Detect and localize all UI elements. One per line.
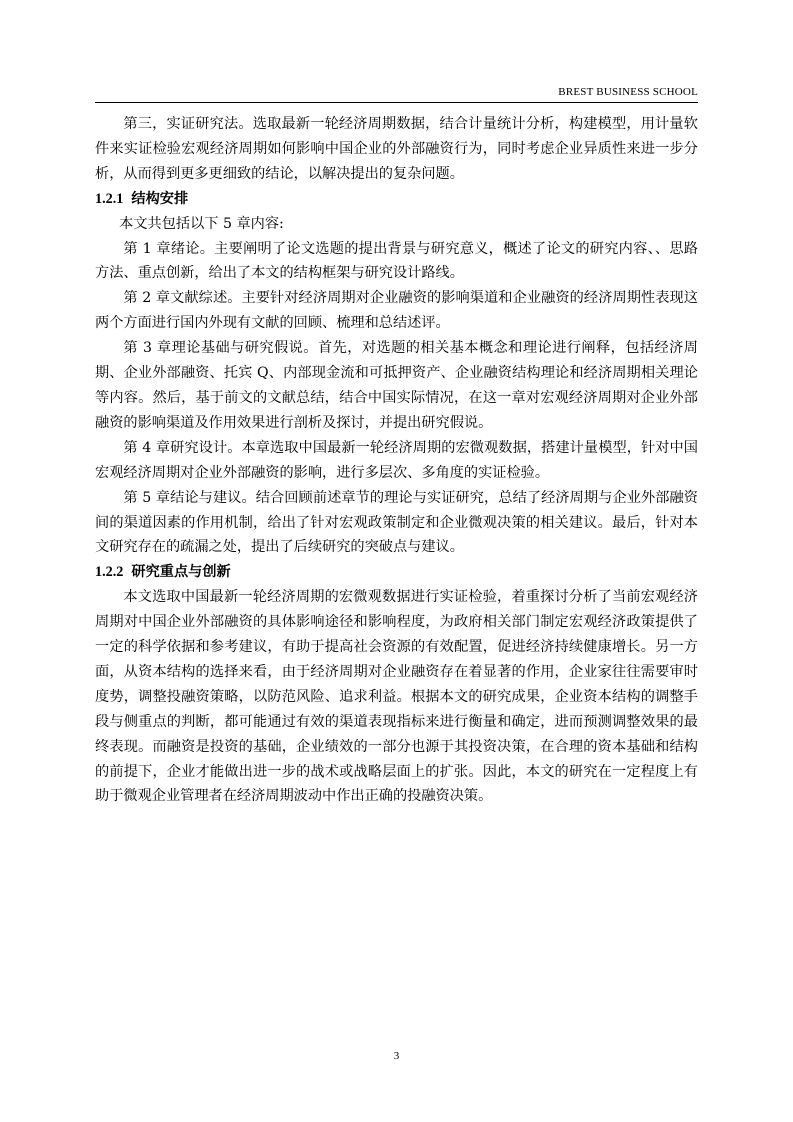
paragraph-research-method: 第三，实证研究法。选取最新一轮经济周期数据，结合计量统计分析，构建模型，用计量软件来实证检验宏观经济周期如何影响中国企业的外部融资行为，同时考虑企业异质性来进一步分析，从而得到更多更细致的结论，以解决提出的复杂问题。 [95,116,698,182]
paragraph-chapter-5: 第 5 章结论与建议。结合回顾前述章节的理论与实证研究，总结了经济周期与企业外部融资间的渠道因素的作用机制，给出了针对宏观政策制定和企业微观决策的相关建议。最后，针对本文研究存在的疏漏之处，提出了后续研究的突破点与建议。 [95,489,698,556]
header-rule [95,102,698,103]
page-number: 3 [393,1050,400,1062]
section-title: 结构安排 [131,190,189,207]
section-title: 研究重点与创新 [131,564,231,581]
paragraph-chapter-4: 第 4 章研究设计。本章选取中国最新一轮经济周期的宏微观数据，搭建计量模型，针对中国宏观经济周期对企业外部融资的影响，进行多层次、多角度的实证检验。 [95,439,698,481]
paragraph-chapter-2: 第 2 章文献综述。主要针对经济周期对企业融资的影响渠道和企业融资的经济周期性表现这两个方面进行国内外现有文献的回顾、梳理和总结述评。 [95,290,698,332]
body-content [95,112,698,809]
paragraph-chapter-1: 第 1 章绪论。主要阐明了论文选题的提出背景与研究意义，概述了论文的研究内容、、思路方法、重点创新，给出了本文的结构框架与研究设计路线。 [95,240,698,282]
paragraph-chapter-intro: 本文共包括以下 5 章内容: [119,215,284,232]
running-header: BREST BUSINESS SCHOOL [558,86,698,98]
paragraph-innovation: 本文选取中国最新一轮经济周期的宏微观数据进行实证检验，着重探讨分析了当前宏观经济周期对中国企业外部融资的具体影响途径和影响程度，为政府相关部门制定宏观经济政策提供了一定的科学依据和参考建议，有助于提高社会资源的有效配置，促进经济持续健康增长。另一方面，从资本结构的选择来看，由于经济周期对企业融资存在着显著的作用，企业家往往需要审时度势，调整投融资策略，以防范风险、追求利益。根据本文的研究成果，企业资本结构的调整手段与侧重点的判断，都可能通过有效的渠道表现指标来进行衡量和确定，进而预测调整效果的最终表现。而融资是投资的基础，企业绩效的一部分也源于其投资决策，在合理的资本基础和结构的前提下，企业才能做出进一步的战术或战略层面上的扩张。因此，本文的研究在一定程度上有助于微观企业管理者在经济周期波动中作出正确的投融资决策。 [95,589,698,805]
paragraph-chapter-3: 第 3 章理论基础与研究假说。首先，对选题的相关基本概念和理论进行阐释，包括经济周期、企业外部融资、托宾 Q、内部现金流和可抵押资产、企业融资结构理论和经济周期相关理论等内容。然后，基于前文的文献总结，结合中国实际情况，在这一章对宏观经济周期对企业外部融资的影响渠道及作用效果进行剖析及探讨，并提出研究假说。 [95,340,698,431]
section-number: 1.2.1 [95,190,124,207]
section-heading-innovation [95,560,698,585]
section-number: 1.2.2 [95,564,124,581]
section-heading-structure [95,187,698,212]
